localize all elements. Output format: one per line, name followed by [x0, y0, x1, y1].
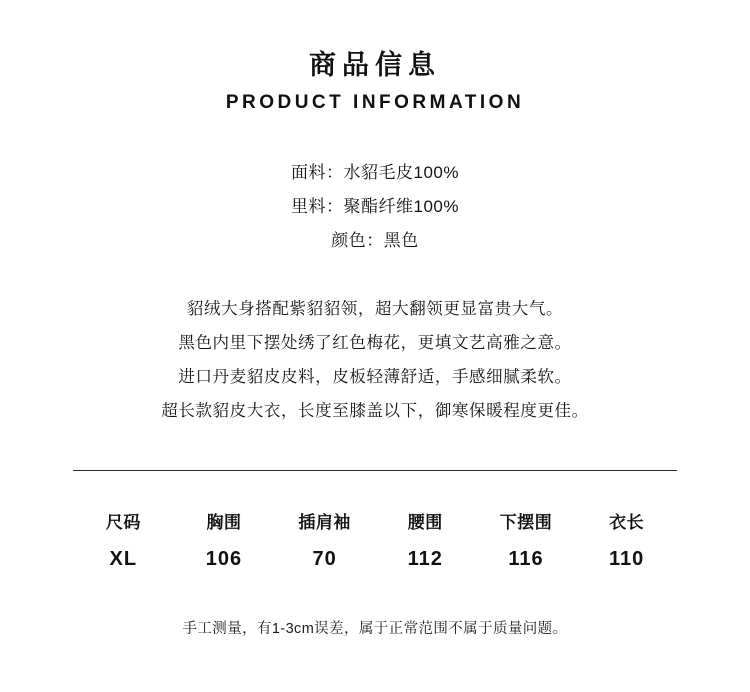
cell-raglan-sleeve: 70 — [312, 547, 337, 570]
cell-size: XL — [109, 547, 138, 570]
spec-item-color: 颜色：黑色 — [331, 231, 419, 251]
table-row — [73, 539, 677, 579]
cell-waist: 112 — [407, 547, 443, 570]
measurement-note: 手工测量，有1-3cm误差，属于正常范围不属于质量问题。 — [182, 621, 568, 638]
column-header-length: 衣长 — [609, 512, 645, 532]
spec-item-fabric: 面料：水貂毛皮100% — [291, 163, 459, 183]
column-header-size: 尺码 — [105, 512, 141, 532]
page-title-cn: 商品信息 — [309, 50, 441, 80]
cell-hem: 116 — [508, 547, 544, 570]
table-header-row — [73, 501, 677, 539]
column-header-waist: 腰围 — [407, 512, 443, 532]
section-divider — [73, 470, 677, 471]
size-table — [73, 501, 677, 579]
column-header-hem: 下摆围 — [499, 512, 553, 532]
page-title-en: PRODUCT INFORMATION — [225, 92, 525, 114]
description-list — [0, 292, 750, 428]
cell-bust: 106 — [205, 547, 243, 570]
column-header-raglan-sleeve: 插肩袖 — [298, 512, 351, 532]
description-line-4: 超长款貂皮大衣，长度至膝盖以下，御寒保暖程度更佳。 — [161, 402, 589, 421]
column-header-bust: 胸围 — [206, 512, 242, 532]
description-line-3: 进口丹麦貂皮皮料，皮板轻薄舒适，手感细腻柔软。 — [178, 368, 572, 387]
spec-item-lining: 里料：聚酯纤维100% — [291, 197, 459, 217]
cell-length: 110 — [609, 547, 645, 570]
page-header — [0, 0, 750, 114]
description-line-2: 黑色内里下摆处绣了红色梅花，更填文艺高雅之意。 — [178, 334, 572, 353]
description-line-1: 貂绒大身搭配紫貂貂领，超大翻领更显富贵大气。 — [186, 300, 564, 319]
specs-list — [0, 156, 750, 258]
